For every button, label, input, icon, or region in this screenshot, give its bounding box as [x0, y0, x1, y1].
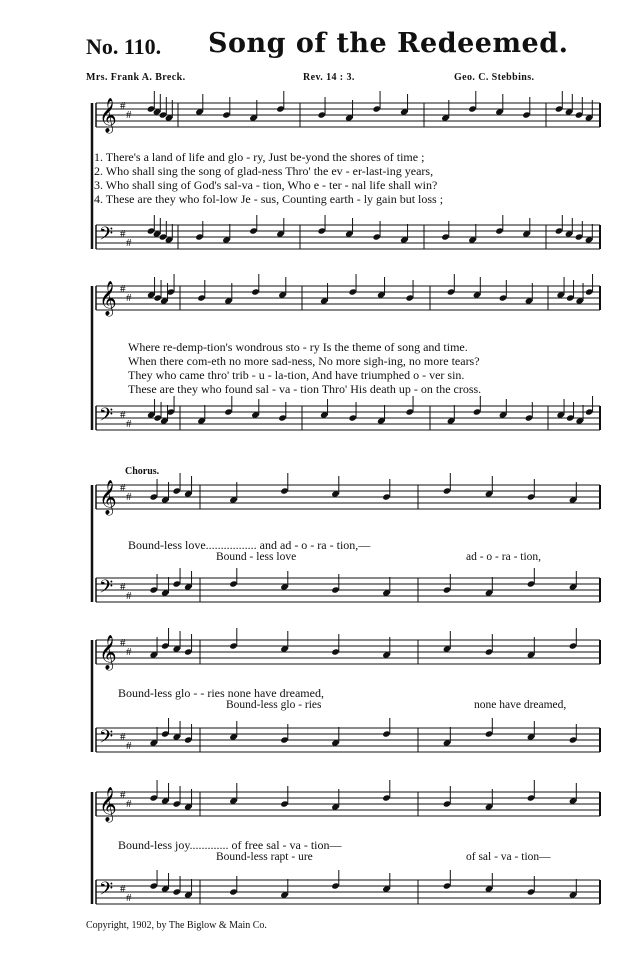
sharp-icon: #: [120, 482, 126, 494]
sharp-icon: #: [120, 409, 126, 421]
verse-2-line-1: 2. Who shall sing the song of glad-ness Thro' the ev - er-last-ing years,: [94, 164, 434, 178]
chorus-label: Chorus.: [125, 466, 160, 477]
bass-clef-icon: 𝄢: [99, 879, 114, 904]
lyricist-credit: Mrs. Frank A. Breck.: [86, 72, 186, 83]
sharp-icon: #: [120, 637, 126, 649]
sharp-icon: #: [120, 100, 126, 112]
copyright-notice: Copyright, 1902, by The Biglow & Main Co.: [86, 920, 267, 931]
sharp-icon: #: [126, 740, 132, 752]
chorus-line-2-alt-a: Bound-less glo - ries: [226, 699, 322, 711]
verse-4-line-1: 4. These are they who fol-low Je - sus, Counting earth - ly gain but loss ;: [94, 192, 444, 206]
chorus-line-1-alt-b: ad - o - ra - tion,: [466, 551, 542, 563]
sharp-icon: #: [126, 491, 132, 503]
sharp-icon: #: [126, 798, 132, 810]
chorus-line-1-lyric: Bound-less love................. and ad - o - ra - tion,—: [128, 538, 371, 552]
bass-clef-icon: 𝄢: [99, 405, 114, 430]
verse-1-line-1: 1. There's a land of life and glo - ry, Just be-yond the shores of time ;: [94, 150, 425, 164]
hymn-title: Song of the Redeemed.: [208, 28, 569, 59]
scripture-reference: Rev. 14 : 3.: [303, 72, 355, 83]
treble-clef-icon: 𝄞: [99, 635, 117, 670]
chorus-line-2-alt-b: none have dreamed,: [474, 699, 567, 711]
verse-1-line-2: Where re-demp-tion's wondrous sto - ry Is the theme of song and time.: [128, 340, 468, 354]
music-notes: [147, 91, 594, 899]
verse-3-line-2: They who came thro' trib - u - la-tion, And have triumphed o - ver sin.: [128, 368, 465, 382]
treble-clef-icon: 𝄞: [99, 98, 117, 133]
chorus-line-3-alt-b: of sal - va - tion—: [466, 851, 551, 863]
verse-4-line-2: These are they who found sal - va - tion Thro' His death up - on the cross.: [128, 382, 482, 396]
sharp-icon: #: [126, 292, 132, 304]
treble-clef-icon: 𝄞: [99, 281, 117, 316]
sharp-icon: #: [120, 789, 126, 801]
sharp-icon: #: [126, 109, 132, 121]
bass-clef-icon: 𝄢: [99, 577, 114, 602]
verse-3-line-1: 3. Who shall sing of God's sal-va - tion, Who e - ter - nal life shall win?: [94, 178, 438, 192]
verse-2-line-2: When there com-eth no more sad-ness, No more sigh-ing, no more tears?: [128, 354, 480, 368]
treble-clef-icon: 𝄞: [99, 787, 117, 822]
treble-clef-icon: 𝄞: [99, 480, 117, 515]
sharp-icon: #: [126, 646, 132, 658]
chorus-line-3-lyric: Bound-less joy............. of free sal - va - tion—: [118, 838, 342, 852]
sharp-icon: #: [126, 590, 132, 602]
chorus-line-2-lyric: Bound-less glo - - ries none have dreamed,: [118, 686, 324, 700]
sharp-icon: #: [126, 418, 132, 430]
sharp-icon: #: [120, 228, 126, 240]
sharp-icon: #: [126, 892, 132, 904]
sharp-icon: #: [120, 283, 126, 295]
composer-credit: Geo. C. Stebbins.: [454, 72, 535, 83]
bass-clef-icon: 𝄢: [99, 224, 114, 249]
sharp-icon: #: [120, 883, 126, 895]
chorus-line-3-alt-a: Bound-less rapt - ure: [216, 851, 313, 863]
hymn-number: No. 110.: [86, 34, 162, 59]
bass-clef-icon: 𝄢: [99, 727, 114, 752]
chorus-line-1-alt-a: Bound - less love: [216, 551, 297, 563]
sharp-icon: #: [126, 237, 132, 249]
sharp-icon: #: [120, 581, 126, 593]
sharp-icon: #: [120, 731, 126, 743]
